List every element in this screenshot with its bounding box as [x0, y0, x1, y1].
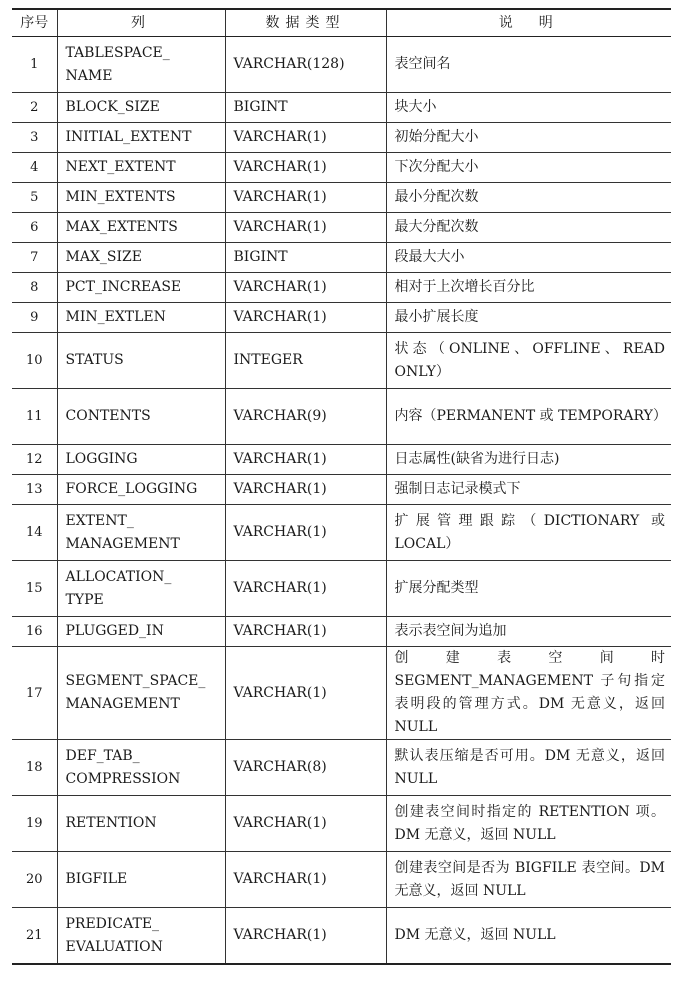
row-desc: 创建表空间时指定的 RETENTION 项。DM 无意义，返回 NULL	[386, 796, 671, 852]
row-type: VARCHAR(1)	[225, 213, 386, 243]
header-no: 序号	[12, 9, 57, 37]
row-no: 2	[12, 93, 57, 123]
header-type: 数据类型	[225, 9, 386, 37]
row-desc: 最大分配次数	[386, 213, 671, 243]
row-column: NEXT_EXTENT	[57, 153, 225, 183]
table-row	[12, 273, 671, 303]
row-column: INITIAL_EXTENT	[57, 123, 225, 153]
row-column: CONTENTS	[57, 389, 225, 445]
row-desc: DM 无意义，返回 NULL	[386, 908, 671, 965]
row-column: FORCE_LOGGING	[57, 475, 225, 505]
row-type: VARCHAR(8)	[225, 740, 386, 796]
table-row	[12, 303, 671, 333]
row-no: 10	[12, 333, 57, 389]
row-no: 14	[12, 505, 57, 561]
row-no: 6	[12, 213, 57, 243]
row-column: STATUS	[57, 333, 225, 389]
row-desc: 扩展分配类型	[386, 561, 671, 617]
row-no: 21	[12, 908, 57, 965]
row-type: VARCHAR(1)	[225, 123, 386, 153]
row-type: VARCHAR(1)	[225, 796, 386, 852]
table-row	[12, 389, 671, 445]
row-column: ALLOCATION_ TYPE	[57, 561, 225, 617]
row-no: 3	[12, 123, 57, 153]
table-row	[12, 333, 671, 389]
row-no: 19	[12, 796, 57, 852]
row-type: VARCHAR(9)	[225, 389, 386, 445]
row-column: TABLESPACE_ NAME	[57, 37, 225, 93]
row-column: RETENTION	[57, 796, 225, 852]
row-desc: 最小分配次数	[386, 183, 671, 213]
row-type: VARCHAR(1)	[225, 183, 386, 213]
row-type: VARCHAR(1)	[225, 561, 386, 617]
header-desc: 说 明	[386, 9, 671, 37]
row-desc: 最小扩展长度	[386, 303, 671, 333]
table-row	[12, 183, 671, 213]
row-type: VARCHAR(1)	[225, 505, 386, 561]
table-row	[12, 561, 671, 617]
row-type: VARCHAR(1)	[225, 475, 386, 505]
table-row	[12, 475, 671, 505]
row-type: BIGINT	[225, 243, 386, 273]
table-row	[12, 445, 671, 475]
row-type: VARCHAR(128)	[225, 37, 386, 93]
row-column: SEGMENT_SPACE_ MANAGEMENT	[57, 647, 225, 740]
table-container	[12, 8, 671, 965]
row-no: 9	[12, 303, 57, 333]
table-row	[12, 852, 671, 908]
row-type: VARCHAR(1)	[225, 852, 386, 908]
row-column: MAX_EXTENTS	[57, 213, 225, 243]
row-desc: 默认表压缩是否可用。DM 无意义，返回 NULL	[386, 740, 671, 796]
row-column: PCT_INCREASE	[57, 273, 225, 303]
row-no: 11	[12, 389, 57, 445]
row-type: VARCHAR(1)	[225, 303, 386, 333]
table-row	[12, 796, 671, 852]
row-desc: 扩展管理跟踪（DICTIONARY 或 LOCAL）	[386, 505, 671, 561]
row-type: BIGINT	[225, 93, 386, 123]
row-no: 8	[12, 273, 57, 303]
row-no: 12	[12, 445, 57, 475]
row-desc: 段最大大小	[386, 243, 671, 273]
row-column: MAX_SIZE	[57, 243, 225, 273]
table-row	[12, 37, 671, 93]
row-desc: 初始分配大小	[386, 123, 671, 153]
row-type: VARCHAR(1)	[225, 647, 386, 740]
row-no: 7	[12, 243, 57, 273]
row-desc: 表示表空间为追加	[386, 617, 671, 647]
row-type: VARCHAR(1)	[225, 153, 386, 183]
row-no: 15	[12, 561, 57, 617]
row-no: 17	[12, 647, 57, 740]
header-row	[12, 9, 671, 37]
table-row	[12, 93, 671, 123]
row-no: 13	[12, 475, 57, 505]
row-no: 16	[12, 617, 57, 647]
header-column: 列	[57, 9, 225, 37]
row-column: DEF_TAB_ COMPRESSION	[57, 740, 225, 796]
row-desc: 块大小	[386, 93, 671, 123]
table-row	[12, 617, 671, 647]
row-no: 18	[12, 740, 57, 796]
table-row	[12, 213, 671, 243]
row-type: INTEGER	[225, 333, 386, 389]
table-row	[12, 505, 671, 561]
row-no: 1	[12, 37, 57, 93]
row-desc: 状态（ONLINE、OFFLINE、READ ONLY）	[386, 333, 671, 389]
row-column: MIN_EXTLEN	[57, 303, 225, 333]
table-row	[12, 153, 671, 183]
row-type: VARCHAR(1)	[225, 273, 386, 303]
row-no: 20	[12, 852, 57, 908]
row-desc: 日志属性(缺省为进行日志)	[386, 445, 671, 475]
row-desc: 强制日志记录模式下	[386, 475, 671, 505]
row-desc: 创建表空间是否为 BIGFILE 表空间。DM 无意义，返回 NULL	[386, 852, 671, 908]
row-type: VARCHAR(1)	[225, 908, 386, 965]
row-desc: 下次分配大小	[386, 153, 671, 183]
row-no: 5	[12, 183, 57, 213]
row-desc: 相对于上次增长百分比	[386, 273, 671, 303]
table-row	[12, 123, 671, 153]
row-type: VARCHAR(1)	[225, 617, 386, 647]
row-column: PLUGGED_IN	[57, 617, 225, 647]
tablespace-columns-table	[12, 8, 671, 965]
row-desc: 内容（PERMANENT 或 TEMPORARY）	[386, 389, 671, 445]
row-column: MIN_EXTENTS	[57, 183, 225, 213]
row-desc: 表空间名	[386, 37, 671, 93]
table-row	[12, 647, 671, 740]
row-desc: 创建表空间时 SEGMENT_MANAGEMENT 子句指定表明段的管理方式。DM 无意义，返回 NULL	[386, 647, 671, 740]
table-row	[12, 908, 671, 965]
row-column: BLOCK_SIZE	[57, 93, 225, 123]
table-row	[12, 243, 671, 273]
row-no: 4	[12, 153, 57, 183]
row-column: PREDICATE_ EVALUATION	[57, 908, 225, 965]
row-column: LOGGING	[57, 445, 225, 475]
row-column: EXTENT_ MANAGEMENT	[57, 505, 225, 561]
row-column: BIGFILE	[57, 852, 225, 908]
table-row	[12, 740, 671, 796]
row-type: VARCHAR(1)	[225, 445, 386, 475]
